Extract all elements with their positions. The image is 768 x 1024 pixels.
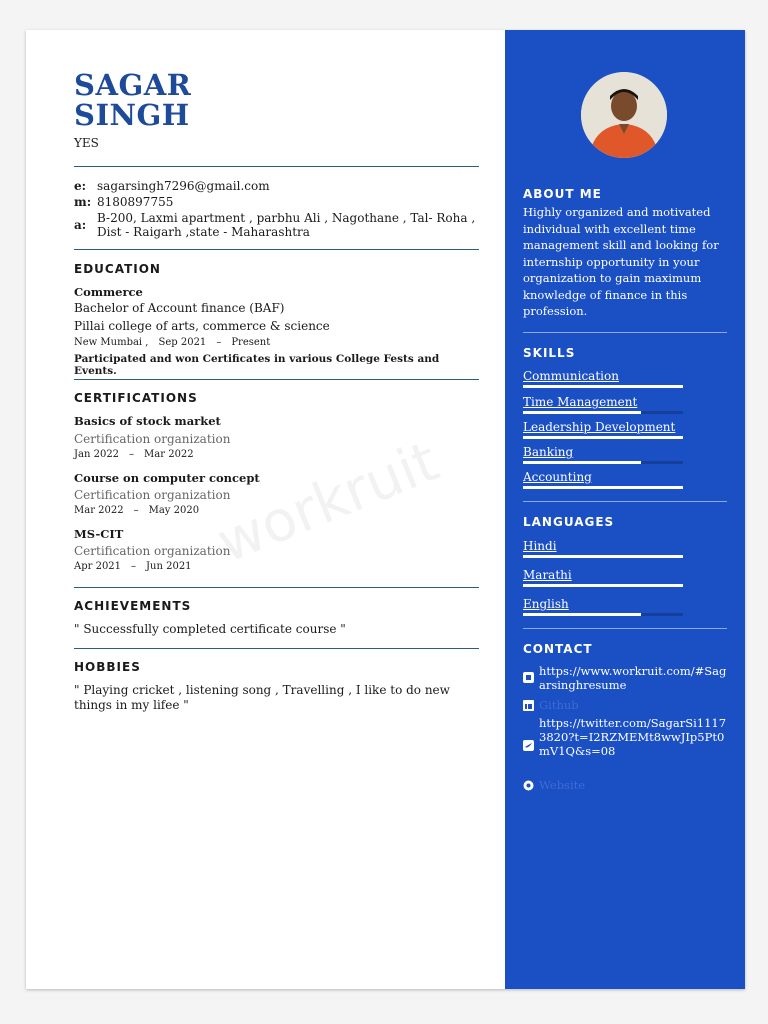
name-line-2: SINGH	[74, 98, 190, 132]
skill-item	[523, 470, 683, 489]
divider	[523, 332, 727, 333]
education-location: New Mumbai ,	[74, 337, 149, 348]
cert-dates	[74, 449, 204, 460]
profile-photo	[581, 72, 667, 158]
skill-item	[523, 369, 683, 388]
contact-title: CONTACT	[523, 642, 593, 656]
divider	[74, 166, 479, 167]
cert-org: Certification organization	[74, 544, 231, 558]
about-title: ABOUT ME	[523, 187, 602, 201]
cert-end: Mar 2022	[144, 449, 194, 460]
language-label: Marathi	[523, 568, 572, 582]
language-label: English	[523, 597, 569, 611]
divider	[74, 249, 479, 250]
github-icon	[523, 672, 534, 683]
skill-label: Banking	[523, 445, 574, 459]
language-label: Hindi	[523, 539, 557, 553]
mobile-value: 8180897755	[97, 195, 174, 209]
cert-dates	[74, 505, 209, 516]
skill-bar-fill	[523, 411, 641, 414]
language-bar	[523, 584, 683, 587]
cert-start: Jan 2022	[74, 449, 120, 460]
address-label: a:	[74, 218, 87, 232]
divider	[523, 628, 727, 629]
link-text[interactable]: Github	[539, 698, 579, 712]
skill-bar	[523, 411, 683, 414]
skill-item	[523, 395, 683, 414]
link-text[interactable]: https://www.workruit.com/#Sagarsinghresume	[539, 664, 727, 692]
language-item	[523, 539, 683, 558]
divider	[74, 379, 479, 380]
cert-org: Certification organization	[74, 488, 231, 502]
education-title: EDUCATION	[74, 262, 161, 276]
skill-bar	[523, 385, 683, 388]
skill-bar	[523, 486, 683, 489]
divider	[523, 501, 727, 502]
language-bar	[523, 613, 683, 616]
language-item	[523, 568, 683, 587]
education-dates	[74, 337, 280, 348]
email-label: e:	[74, 179, 87, 193]
skill-bar	[523, 461, 683, 464]
hobbies-text: " Playing cricket , listening song , Travelling , I like to do new things in my lifee "	[74, 683, 450, 712]
skill-item	[523, 445, 683, 464]
cert-name: Basics of stock market	[74, 414, 221, 428]
education-start: Sep 2021	[158, 337, 207, 348]
cert-name: MS-CIT	[74, 527, 124, 541]
resume-page	[26, 30, 745, 989]
email-value[interactable]: sagarsingh7296@gmail.com	[97, 179, 270, 193]
divider	[74, 587, 479, 588]
name-line-1: SAGAR	[74, 68, 192, 102]
date-dash: –	[129, 449, 135, 460]
achievements-text: " Successfully completed certificate course "	[74, 622, 346, 636]
linkedin-icon	[523, 700, 534, 711]
date-dash: –	[216, 337, 222, 348]
divider	[74, 648, 479, 649]
language-bar	[523, 555, 683, 558]
skill-bar-fill	[523, 385, 683, 388]
cert-org: Certification organization	[74, 432, 231, 446]
language-bar-fill	[523, 555, 683, 558]
education-college: Pillai college of arts, commerce & science	[74, 319, 330, 333]
education-field: Commerce	[74, 285, 143, 299]
cert-end: May 2020	[148, 505, 200, 516]
skill-bar-fill	[523, 461, 641, 464]
link-text[interactable]: https://twitter.com/SagarSi11173820?t=I2RZMEMt8wwJIp5Pt0mV1Q&s=08	[539, 716, 727, 758]
right-sidebar	[505, 30, 745, 989]
education-note: Participated and won Certificates in various College Fests and Events.	[74, 353, 440, 377]
skill-label: Accounting	[523, 470, 592, 484]
education-end: Present	[231, 337, 271, 348]
watermark: workruit	[208, 428, 448, 577]
cert-dates	[74, 561, 202, 572]
cert-name: Course on computer concept	[74, 471, 260, 485]
skill-bar-fill	[523, 436, 683, 439]
globe-icon	[523, 780, 534, 791]
achievements-title: ACHIEVEMENTS	[74, 599, 192, 613]
skill-label: Leadership Development	[523, 420, 676, 434]
twitter-icon	[523, 740, 534, 751]
date-dash: –	[133, 505, 139, 516]
cert-end: Jun 2021	[146, 561, 192, 572]
candidate-name	[74, 70, 191, 130]
education-degree: Bachelor of Account finance (BAF)	[74, 301, 285, 315]
skill-bar-fill	[523, 486, 683, 489]
cert-start: Apr 2021	[74, 561, 122, 572]
certifications-title: CERTIFICATIONS	[74, 391, 198, 405]
about-text: Highly organized and motivated individual with excellent time management skill and looking for internship opportunity in your organization to gain maximum knowledge of finance in this profession.	[523, 205, 719, 318]
tagline: YES	[74, 136, 99, 150]
hobbies-title: HOBBIES	[74, 660, 141, 674]
skill-item	[523, 420, 683, 439]
link-text[interactable]: Website	[539, 778, 586, 792]
language-item	[523, 597, 683, 616]
skills-title: SKILLS	[523, 346, 576, 360]
cert-start: Mar 2022	[74, 505, 124, 516]
skill-label: Communication	[523, 369, 619, 383]
language-bar-fill	[523, 613, 641, 616]
skill-label: Time Management	[523, 395, 638, 409]
address-value: B-200, Laxmi apartment , parbhu Ali , Nagothane , Tal- Roha , Dist - Raigarh ,state - Maharashtra	[97, 211, 476, 239]
language-bar-fill	[523, 584, 683, 587]
languages-title: LANGUAGES	[523, 515, 615, 529]
mobile-label: m:	[74, 195, 92, 209]
skill-bar	[523, 436, 683, 439]
date-dash: –	[131, 561, 137, 572]
